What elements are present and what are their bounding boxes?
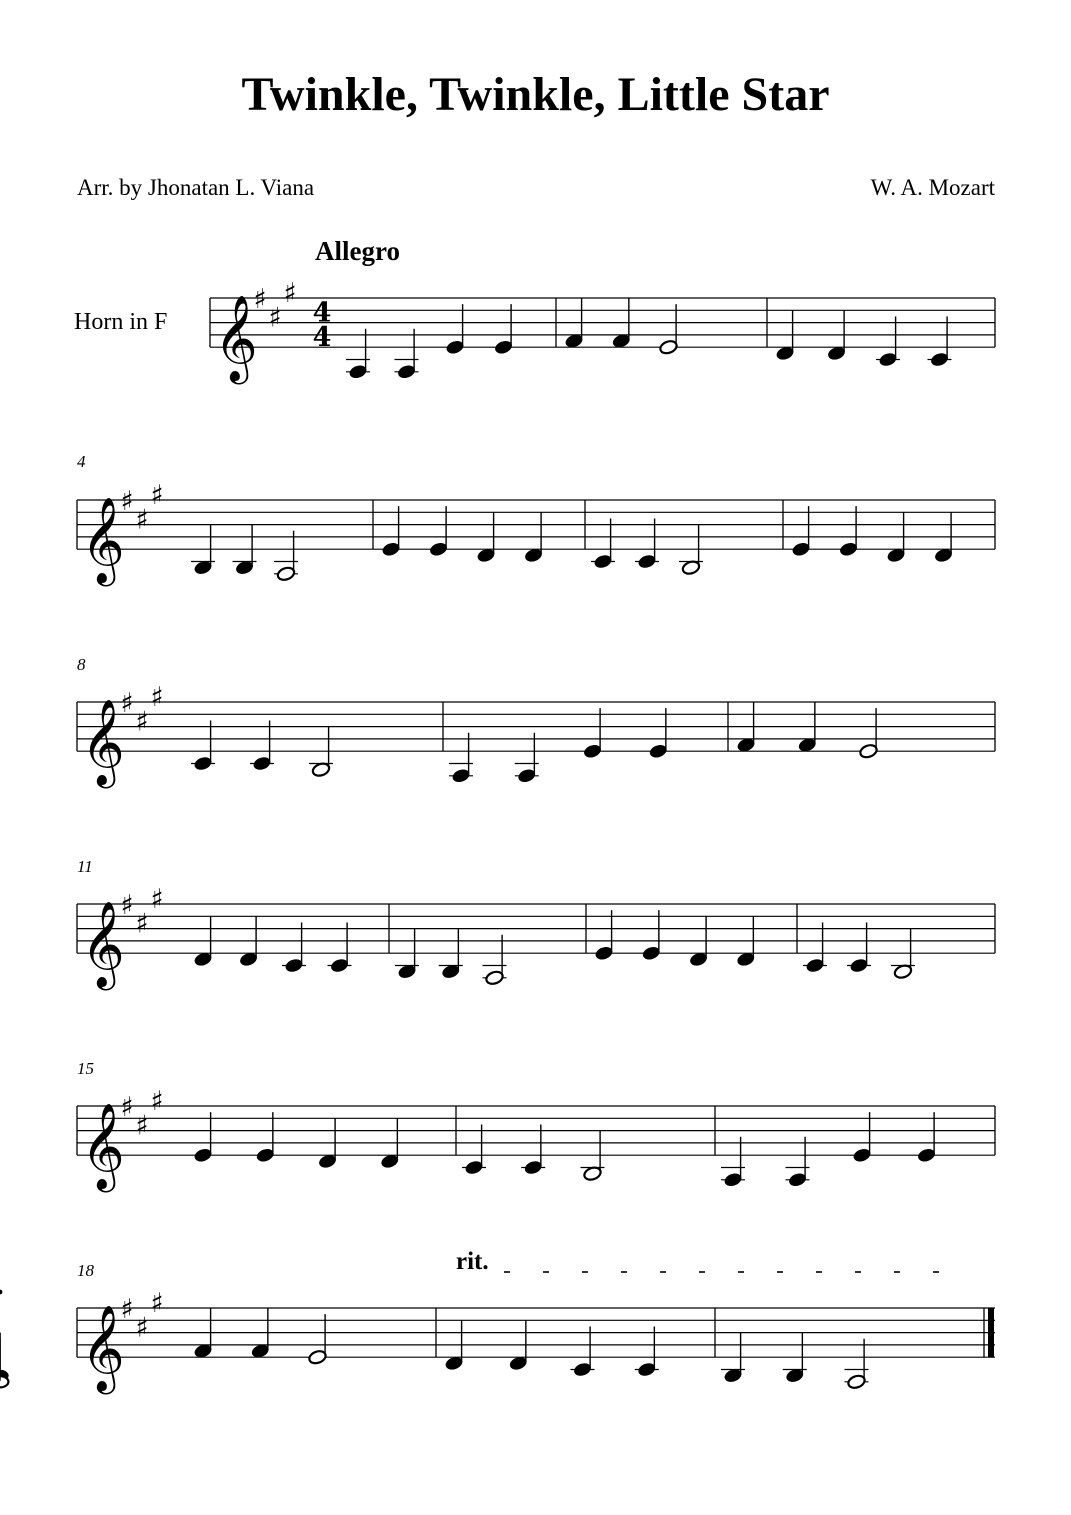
- quarter-note-head: [723, 1172, 743, 1188]
- quarter-note-head: [637, 1361, 657, 1377]
- treble-clef: 𝄞: [81, 1305, 125, 1392]
- half-note-head: [659, 339, 679, 355]
- quarter-note-head: [330, 957, 350, 973]
- quarter-note-head: [593, 553, 613, 569]
- half-note-head: [847, 1374, 867, 1390]
- quarter-note-head: [805, 957, 825, 973]
- quarter-note-head: [193, 755, 213, 771]
- key-signature-sharp: ♯: [150, 479, 164, 511]
- key-signature-sharp: ♯: [135, 706, 149, 738]
- final-barline-thick: [988, 1308, 994, 1357]
- quarter-note-head: [523, 1159, 543, 1175]
- piece-title: Twinkle, Twinkle, Little Star: [241, 68, 830, 121]
- time-signature-numerator: 4: [312, 297, 332, 329]
- instrument-name: Horn in F: [74, 309, 168, 335]
- arranger-credit: Arr. by Jhonatan L. Viana: [77, 175, 315, 200]
- quarter-note-head: [583, 743, 603, 759]
- half-note-head: [859, 743, 879, 759]
- key-signature-sharp: ♯: [150, 1085, 164, 1117]
- key-signature-sharp: ♯: [150, 883, 164, 915]
- treble-clef: 𝄞: [81, 699, 125, 786]
- quarter-note-head: [917, 1147, 937, 1163]
- tempo-marking: Allegro: [315, 236, 400, 266]
- half-note-head: [485, 970, 505, 986]
- quarter-note-head: [641, 945, 661, 961]
- quarter-note-head: [445, 339, 465, 355]
- measure-number: 18: [77, 1261, 94, 1280]
- quarter-note-head: [494, 339, 514, 355]
- quarter-note-head: [637, 553, 657, 569]
- measure-number: 8: [77, 655, 86, 674]
- quarter-note-head: [788, 1172, 808, 1188]
- measure-number: 4: [77, 452, 86, 471]
- quarter-note-head: [429, 541, 449, 557]
- key-signature-sharp: ♯: [135, 504, 149, 536]
- time-signature-denominator: 4: [312, 322, 332, 354]
- key-signature-sharp: ♯: [120, 1092, 134, 1123]
- quarter-note-head: [930, 351, 950, 367]
- fermata-dot: [0, 1290, 2, 1295]
- key-signature-sharp: ♯: [120, 1294, 134, 1325]
- treble-clef: 𝄞: [81, 1103, 125, 1190]
- half-note-head: [0, 1376, 8, 1387]
- key-signature-sharp: ♯: [135, 1312, 149, 1344]
- key-signature-sharp: ♯: [253, 284, 267, 315]
- quarter-note-head: [451, 768, 471, 784]
- key-signature-sharp: ♯: [120, 890, 134, 921]
- quarter-note-head: [193, 1147, 213, 1163]
- quarter-note-head: [464, 1159, 484, 1175]
- quarter-note-head: [381, 541, 401, 557]
- quarter-note-head: [791, 541, 811, 557]
- key-signature-sharp: ♯: [150, 1287, 164, 1319]
- half-note-head: [308, 1349, 328, 1365]
- measure-number: 11: [77, 857, 93, 876]
- quarter-note-head: [648, 743, 668, 759]
- treble-clef: 𝄞: [81, 901, 125, 988]
- key-signature-sharp: ♯: [150, 681, 164, 713]
- quarter-note-head: [852, 1147, 872, 1163]
- quarter-note-head: [594, 945, 614, 961]
- composer-credit: W. A. Mozart: [870, 175, 995, 200]
- key-signature-sharp: ♯: [283, 277, 297, 309]
- treble-clef: 𝄞: [214, 295, 258, 382]
- quarter-note-head: [517, 768, 537, 784]
- half-note-head: [276, 566, 296, 582]
- key-signature-sharp: ♯: [268, 302, 282, 334]
- key-signature-sharp: ♯: [120, 688, 134, 719]
- quarter-note-head: [849, 957, 869, 973]
- treble-clef: 𝄞: [81, 497, 125, 584]
- key-signature-sharp: ♯: [135, 908, 149, 940]
- quarter-note-head: [573, 1361, 593, 1377]
- quarter-note-head: [878, 351, 898, 367]
- key-signature-sharp: ♯: [120, 486, 134, 517]
- quarter-note-head: [839, 541, 859, 557]
- quarter-note-head: [284, 957, 304, 973]
- quarter-note-head: [348, 364, 368, 380]
- quarter-note-head: [252, 755, 272, 771]
- ritardando-marking: rit.: [456, 1248, 489, 1275]
- quarter-note-head: [397, 364, 417, 380]
- quarter-note-head: [255, 1147, 275, 1163]
- measure-number: 15: [77, 1059, 94, 1078]
- key-signature-sharp: ♯: [135, 1110, 149, 1142]
